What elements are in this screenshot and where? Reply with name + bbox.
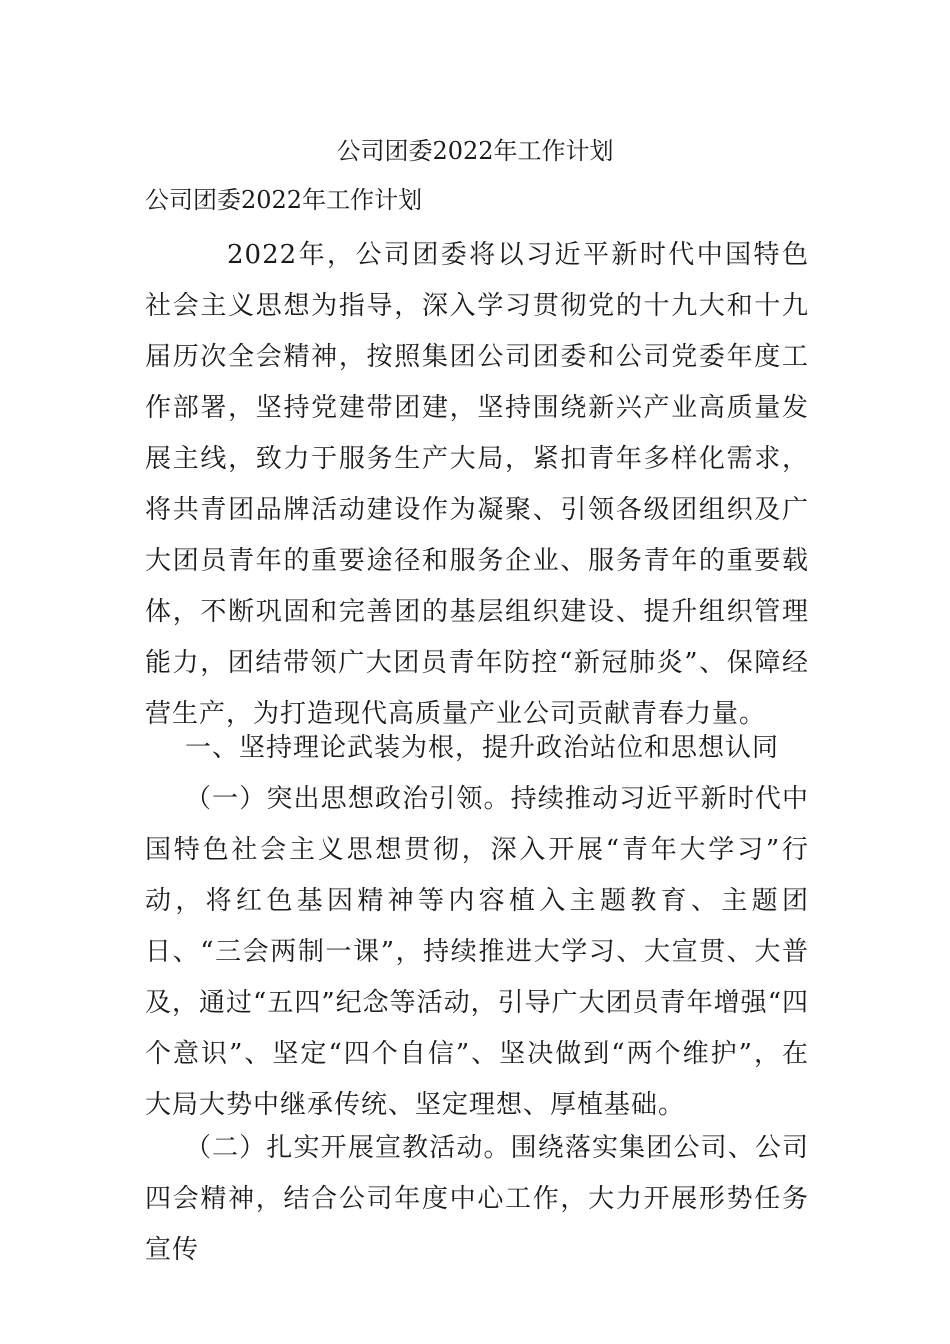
section-item-paragraph: （二）扎实开展宣教活动。围绕落实集团公司、公司四会精神，结合公司年度中心工作，大力开展形势任务宣传 xyxy=(145,1133,809,1265)
section-item-paragraph: （一）突出思想政治引领。持续推动习近平新时代中国特色社会主义思想贯彻，深入开展“青年大学习”行动，将红色基因精神等内容植入主题教育、主题团日、“三会两制一课”，持续推进大学习、大宣贯、大普及，通过“五四”纪念等活动，引导广大团员青年增强“四个意识”、坚定“四个自信”、坚决做到“两个维护”，在大局大势中继承传统、坚定理想、厚植基础。 xyxy=(145,784,809,1120)
document-subtitle: 公司团委2022年工作计划 xyxy=(145,186,423,214)
section-heading: 一、坚持理论武装为根，提升政治站位和思想认同 xyxy=(185,733,780,763)
document-title: 公司团委2022年工作计划 xyxy=(336,137,614,165)
intro-paragraph: 2022年，公司团委将以习近平新时代中国特色社会主义思想为指导，深入学习贯彻党的十九大和十九届历次全会精神，按照集团公司团委和公司党委年度工作部署，坚持党建带团建，坚持围绕新兴产业高质量发展主线，致力于服务生产大局，紧扣青年多样化需求，将共青团品牌活动建设作为凝聚、引领各级团组织及广大团员青年的重要途径和服务企业、服务青年的重要载体，不断巩固和完善团的基层组织建设、提升组织管理能力，团结带领广大团员青年防控“新冠肺炎”、保障经营生产，为打造现代高质量产业公司贡献青春力量。 xyxy=(145,240,809,729)
